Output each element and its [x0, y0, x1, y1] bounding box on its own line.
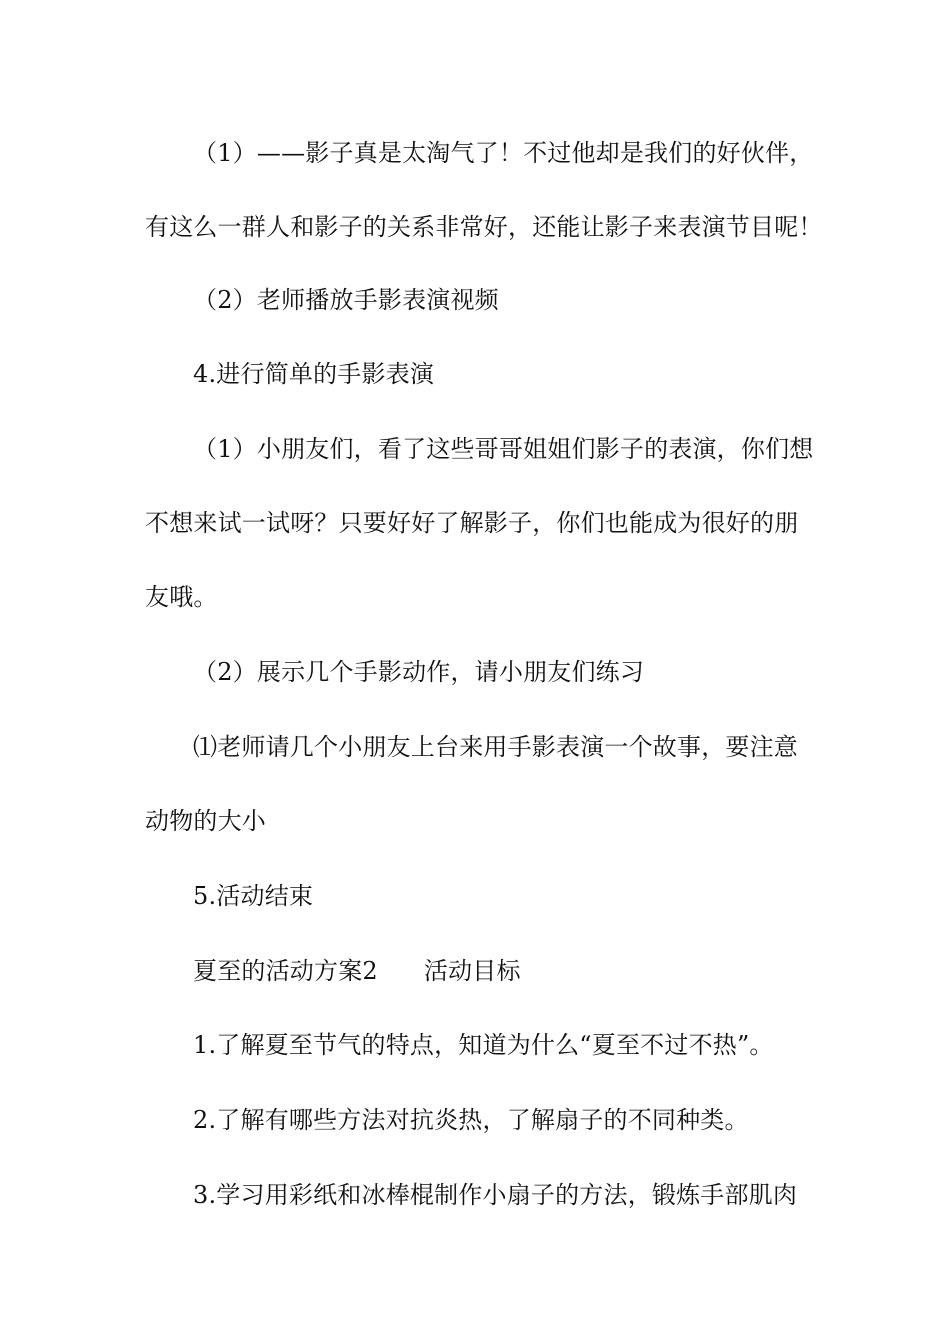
- section-title: 夏至的活动方案2: [193, 957, 378, 985]
- paragraph-line: 友哦。: [145, 583, 218, 611]
- step-heading: 4.进行简单的手影表演: [193, 360, 435, 388]
- goal-item: 1.了解夏至节气的特点，知道为什么“夏至不过不热”。: [193, 1031, 774, 1059]
- paragraph-line: （2）展示几个手影动作，请小朋友们练习: [193, 658, 645, 686]
- paragraph-line: （1）小朋友们，看了这些哥哥姐姐们影子的表演，你们想: [193, 435, 814, 463]
- paragraph-line: 动物的大小: [145, 807, 266, 835]
- goal-item: 3.学习用彩纸和冰棒棍制作小扇子的方法，锻炼手部肌肉: [193, 1181, 798, 1209]
- paragraph-line: 不想来试一试呀？只要好好了解影子，你们也能成为很好的朋: [145, 509, 799, 537]
- step-heading: 5.活动结束: [193, 882, 314, 910]
- section-subtitle: 活动目标: [423, 957, 521, 985]
- paragraph-line: ⑴老师请几个小朋友上台来用手影表演一个故事，要注意: [193, 733, 798, 761]
- paragraph-line: （2）老师播放手影表演视频: [193, 286, 499, 314]
- paragraph-line: 有这么一群人和影子的关系非常好，还能让影子来表演节目呢！: [145, 213, 823, 241]
- section-heading: [193, 956, 521, 986]
- paragraph-line: （1）——影子真是太淘气了！不过他却是我们的好伙伴，: [193, 139, 814, 167]
- goal-item: 2.了解有哪些方法对抗炎热，了解扇子的不同种类。: [193, 1106, 749, 1134]
